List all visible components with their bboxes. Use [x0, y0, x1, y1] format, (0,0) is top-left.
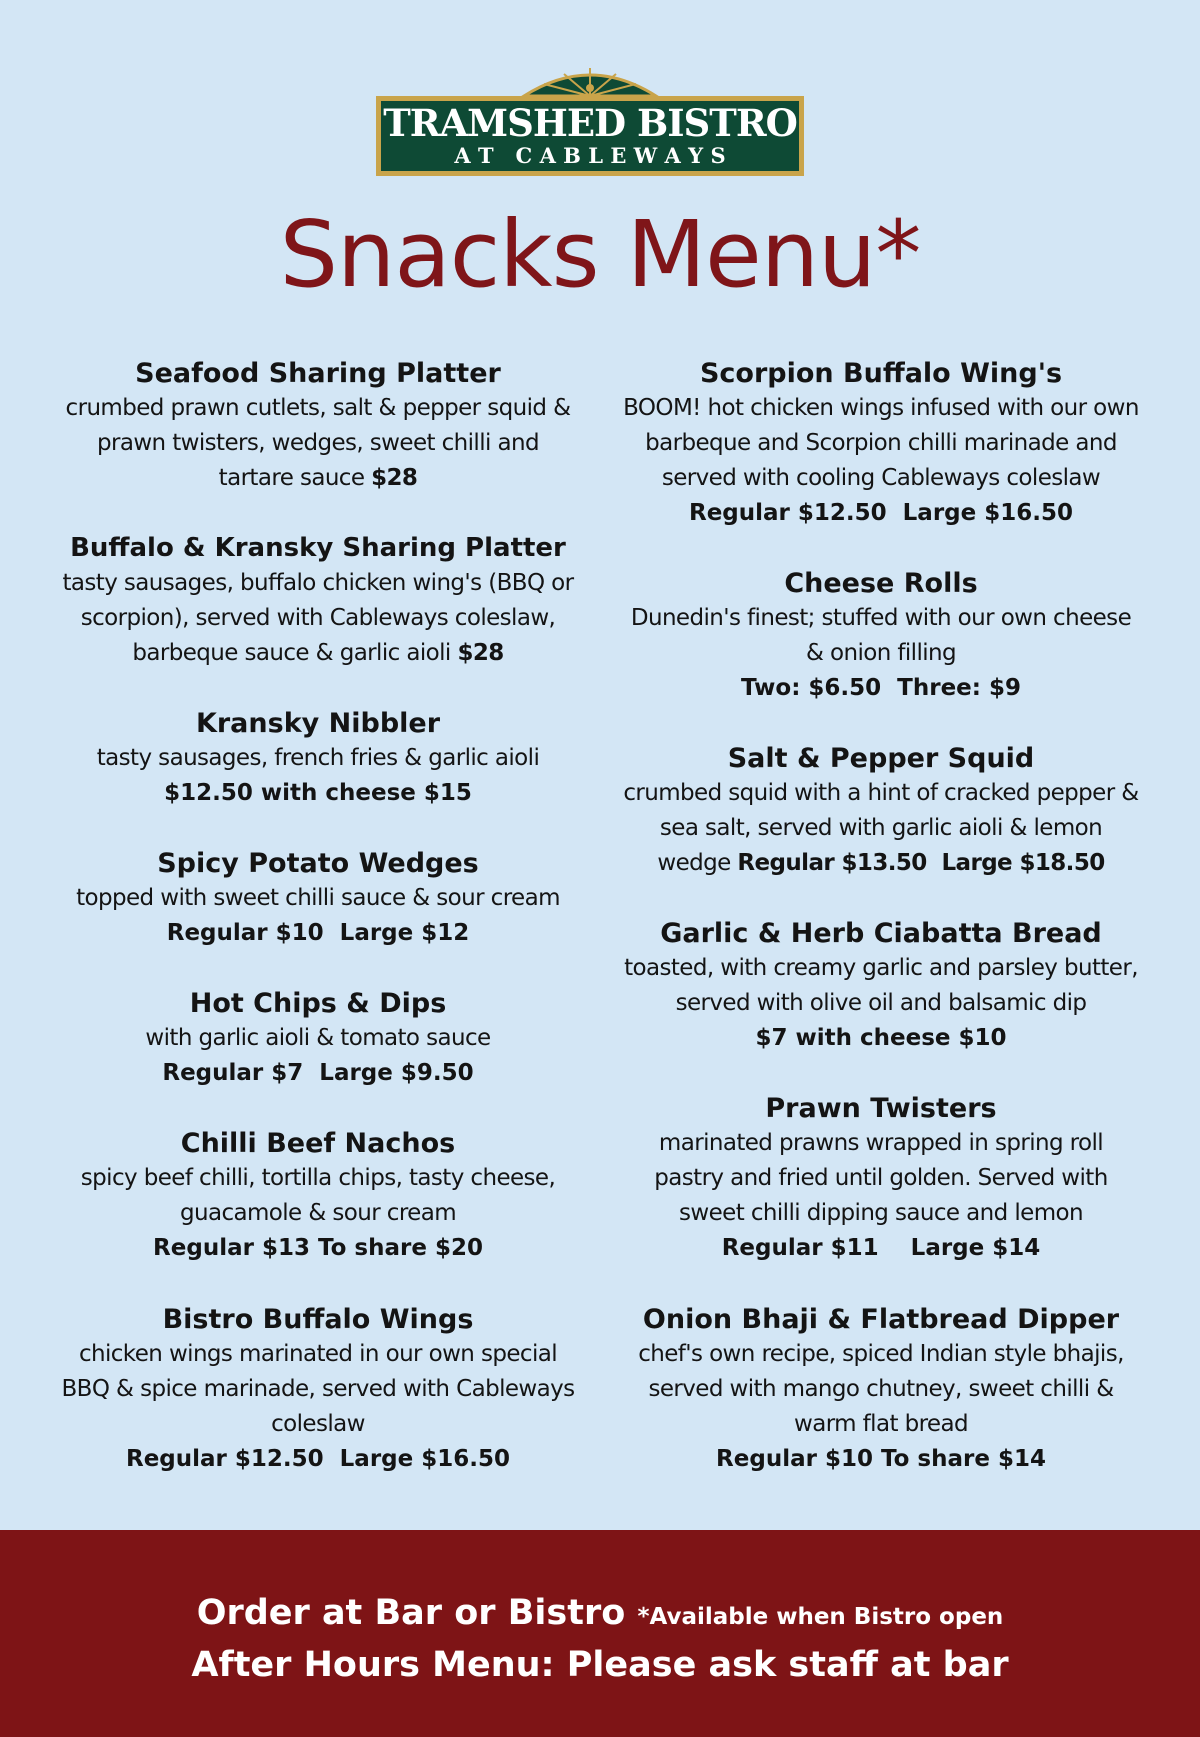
menu-item — [621, 916, 1141, 1056]
menu-item-name: Bistro Buffalo Wings — [162, 1304, 474, 1335]
footer-availability-note: *Available when Bistro open — [637, 1604, 1004, 1630]
menu-item-name: Cheese Rolls — [784, 568, 978, 599]
menu-item-name: Buffalo & Kransky Sharing Platter — [70, 533, 566, 563]
menu-item — [58, 356, 578, 496]
menu-item — [58, 846, 578, 951]
menu-item — [58, 1126, 578, 1266]
menu-item-price: Two: $6.50 Three: $9 — [741, 675, 1021, 701]
menu-item-name: Chilli Beef Nachos — [180, 1128, 456, 1159]
menu-item-description: Dunedin's finest; stuffed with our own cheese & onion filling — [630, 605, 1132, 666]
menu-item-description: topped with sweet chilli sauce & sour cream — [76, 885, 560, 911]
menu-item — [58, 531, 578, 671]
menu-item-price: Regular $12.50 Large $16.50 — [125, 1446, 510, 1472]
menu-item-price: Regular $13.50 Large $18.50 — [737, 850, 1105, 876]
footer-banner — [0, 1530, 1200, 1737]
bistro-logo — [374, 62, 806, 178]
menu-item — [621, 741, 1141, 881]
menu-item-price: Regular $12.50 Large $16.50 — [688, 500, 1073, 526]
menu-item-name: Spicy Potato Wedges — [157, 848, 479, 879]
menu-item-description: BOOM! hot chicken wings infused with our own barbeque and Scorpion chilli marinade and served with cooling Cableways coleslaw — [623, 395, 1139, 491]
menu-item-name: Prawn Twisters — [765, 1093, 997, 1124]
menu-item-description: spicy beef chilli, tortilla chips, tasty cheese, guacamole & sour cream — [80, 1165, 556, 1226]
menu-item-description: tasty sausages, french fries & garlic aioli — [96, 745, 540, 771]
menu-item — [621, 566, 1141, 706]
logo-line1: TRAMSHED BISTRO — [383, 101, 797, 145]
menu-item-description: crumbed squid with a hint of cracked pepper & sea salt, served with garlic aioli & lemon wedge Regular $13.50 Large $18.50 — [623, 780, 1139, 876]
menu-item — [621, 1091, 1141, 1266]
menu-item-name: Garlic & Herb Ciabatta Bread — [660, 918, 1102, 949]
menu-item-description: with garlic aioli & tomato sauce — [145, 1025, 491, 1051]
page-title: Snacks Menu* — [279, 201, 921, 308]
menu-item-name: Salt & Pepper Squid — [727, 743, 1035, 774]
menu-item — [621, 356, 1141, 531]
menu-item-description: chicken wings marinated in our own special BBQ & spice marinade, served with Cableways coleslaw — [61, 1341, 575, 1437]
menu-item-price: Regular $13 To share $20 — [153, 1235, 483, 1261]
menu-item-price: $28 — [371, 465, 418, 491]
menu-item-name: Hot Chips & Dips — [189, 988, 447, 1019]
menu-item-price: Regular $11 Large $14 — [721, 1235, 1041, 1261]
footer-after-hours-line: After Hours Menu: Please ask staff at bar — [191, 1645, 1009, 1685]
menu-item-price: $7 with cheese $10 — [755, 1025, 1007, 1051]
menu-item-description: marinated prawns wrapped in spring roll pastry and fried until golden. Served with sweet chilli dipping sauce and lemon — [654, 1130, 1108, 1226]
menu-item — [58, 1302, 578, 1477]
menu-item-name: Kransky Nibbler — [195, 708, 441, 739]
menu-item-price: $12.50 with cheese $15 — [164, 780, 472, 806]
menu-item-description: tasty sausages, buffalo chicken wing's (BBQ or scorpion), served with Cableways coleslaw, barbeque sauce & garlic aioli $28 — [62, 570, 574, 666]
footer-order-line: Order at Bar or Bistro *Available when Bistro open — [196, 1593, 1004, 1633]
menu-item-price: Regular $10 Large $12 — [166, 920, 470, 946]
logo-line2: A T C A B L E W A Y S — [454, 143, 726, 168]
menu-item — [58, 986, 578, 1091]
menu-item-description: chef's own recipe, spiced Indian style bhajis, served with mango chutney, sweet chilli & warm flat bread — [638, 1341, 1124, 1437]
menu-item — [621, 1302, 1141, 1477]
menu-item-price: Regular $10 To share $14 — [716, 1446, 1046, 1472]
menu-item-description: crumbed prawn cutlets, salt & pepper squid & prawn twisters, wedges, sweet chilli and tartare sauce $28 — [65, 395, 571, 491]
menu-item-name: Onion Bhaji & Flatbread Dipper — [642, 1304, 1120, 1335]
menu-item — [58, 706, 578, 811]
menu-item-price: Regular $7 Large $9.50 — [162, 1060, 474, 1086]
menu-item-description: toasted, with creamy garlic and parsley butter, served with olive oil and balsamic dip — [624, 955, 1138, 1016]
menu-item-price: $28 — [457, 640, 504, 666]
menu-item-name: Seafood Sharing Platter — [135, 358, 501, 389]
menu-item-name: Scorpion Buffalo Wing's — [699, 358, 1063, 389]
